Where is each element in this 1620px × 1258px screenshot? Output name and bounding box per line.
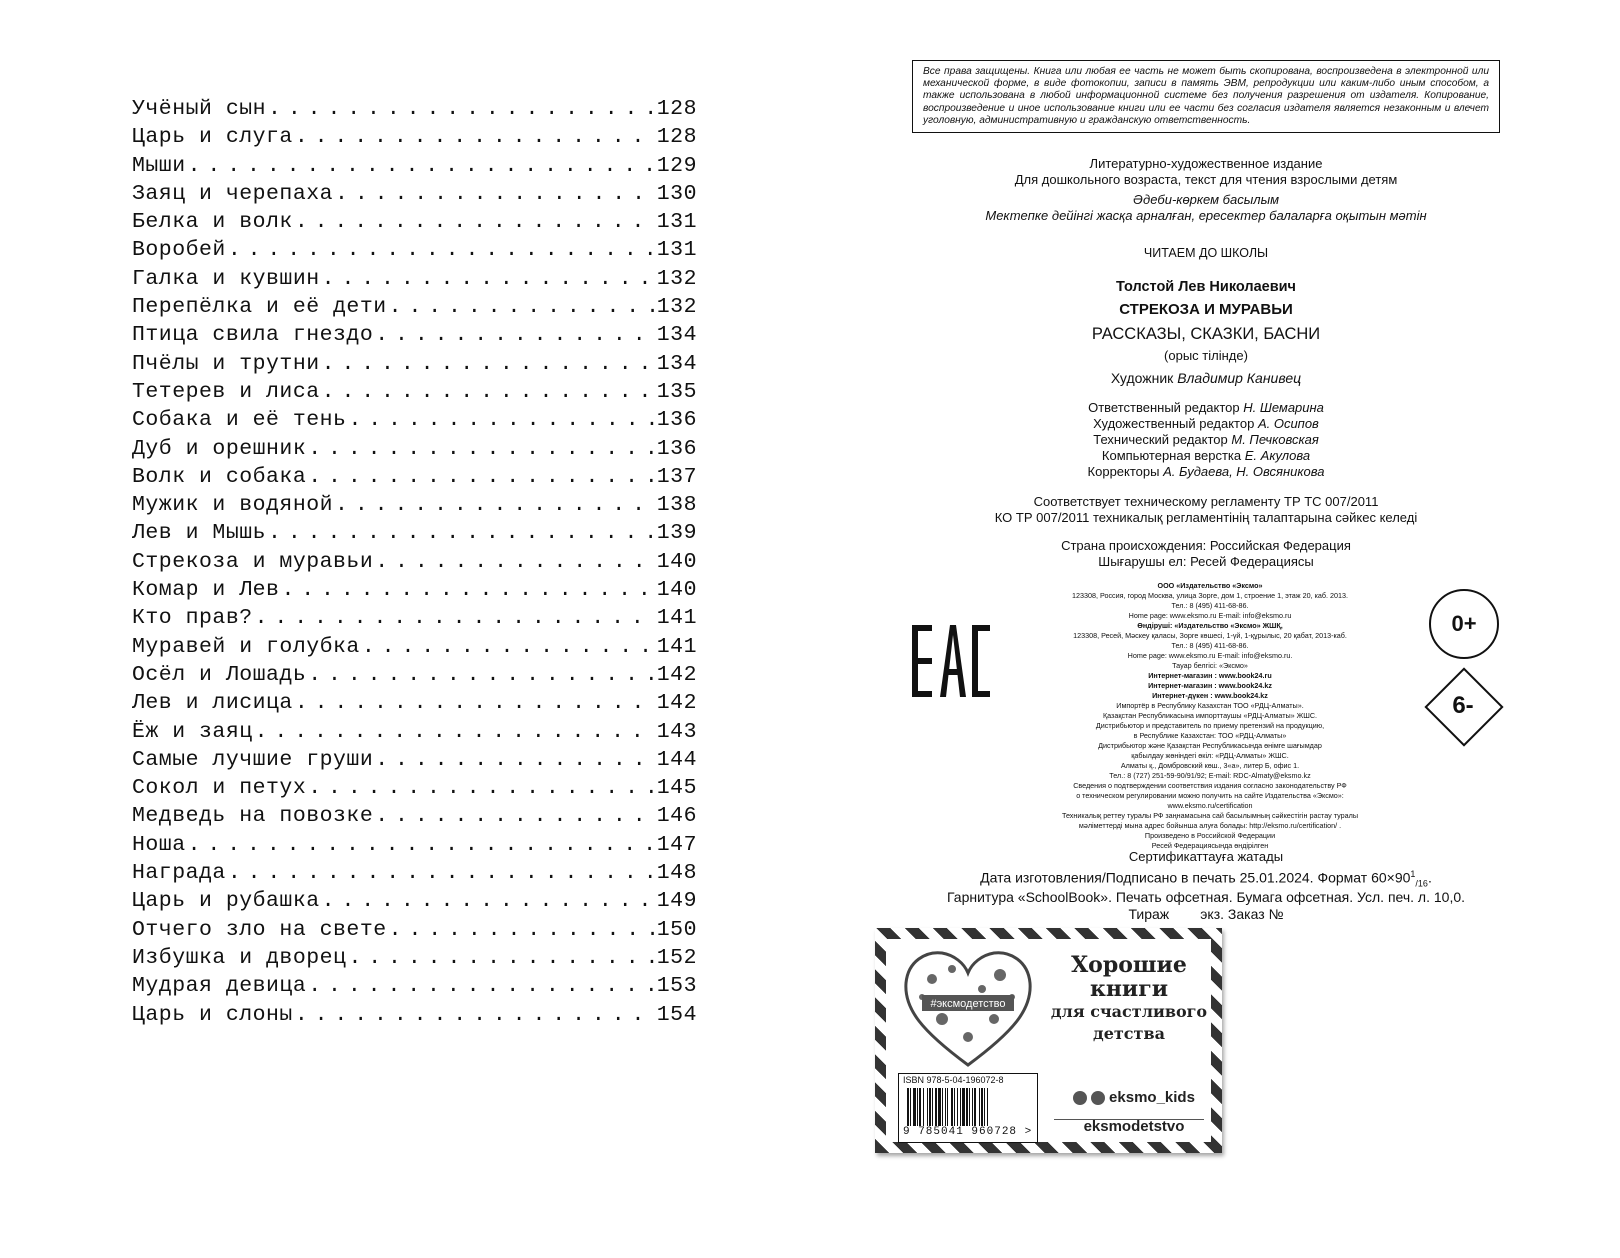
imprint-line: қабылдау жөніндегі өкіл: «РДЦ-Алматы» ЖШС. — [1131, 751, 1289, 760]
toc-leader — [375, 804, 655, 828]
toc-leader — [375, 550, 655, 574]
toc-page-number: 141 — [656, 606, 697, 631]
book-subtitle: РАССКАЗЫ, СКАЗКИ, БАСНИ — [1091, 325, 1321, 344]
imprint-line: в Республике Казахстан: ТОО «РДЦ-Алматы» — [1133, 731, 1287, 740]
telegram-icon — [1091, 1091, 1105, 1105]
toc-page-number: 139 — [656, 521, 697, 546]
toc-title: Птица свила гнездо — [132, 323, 374, 348]
barcode-bar — [919, 1088, 921, 1126]
toc-page-number: 140 — [656, 549, 697, 574]
country-of-origin: Страна происхождения: Российская Федерация Шығарушы ел: Ресей Федерациясы — [1061, 538, 1351, 570]
toc-entry — [132, 521, 697, 549]
toc-page-number: 140 — [656, 578, 697, 603]
credit-line: Компьютерная верстка Е. Акулова — [1101, 448, 1311, 464]
artist: Художник Владимир Канивец — [1110, 370, 1302, 387]
barcode-bar — [947, 1088, 948, 1126]
toc-entry — [132, 889, 697, 917]
toc-leader — [389, 295, 655, 319]
toc-page-number: 132 — [656, 295, 697, 320]
isbn-box — [898, 1073, 1038, 1143]
imprint-line: ООО «Издательство «Эксмо» — [1157, 581, 1263, 590]
toc-title: Осёл и Лошадь — [132, 662, 307, 687]
toc-page-number: 128 — [656, 125, 697, 150]
toc-leader — [322, 380, 655, 404]
imprint-page — [912, 60, 1500, 570]
toc-title: Комар и Лев — [132, 578, 280, 603]
barcode-bar — [962, 1088, 965, 1126]
imprint-line: Техникалық реттеу туралы РФ заңнамасына сай басылымның сәйкестігін растау туралы — [1061, 811, 1359, 820]
imprint-line: о техническом регулировании можно получить на сайте Издательства «Эксмо»: — [1076, 791, 1344, 800]
toc-page-number: 144 — [656, 747, 697, 772]
publisher-imprint — [1030, 581, 1390, 851]
toc-title: Царь и слоны — [132, 1002, 293, 1027]
toc-leader — [295, 1003, 655, 1027]
language-note: (орыс тілінде) — [1164, 348, 1248, 364]
barcode-bar — [932, 1088, 933, 1126]
barcode-bar — [938, 1088, 941, 1126]
imprint-line: 123308, Россия, город Москва, улица Зорге, дом 1, строение 1, этаж 20, каб. 2013. — [1072, 591, 1348, 600]
site-handle[interactable]: eksmodetstvo — [1083, 1118, 1185, 1135]
imprint-line: 123308, Ресей, Мәскеу қаласы, Зорге көшесі, 1-үй, 1-құрылыс, 20 қабат, 2013-каб. — [1073, 631, 1347, 640]
toc-leader — [281, 578, 654, 602]
barcode-bar — [910, 1088, 911, 1126]
toc-entry — [132, 210, 697, 238]
imprint-line: Дистрибьютор и представитель по приему претензий на продукцию, — [1095, 721, 1325, 730]
toc-title: Сокол и петух — [132, 776, 307, 801]
toc-page-number: 132 — [656, 266, 697, 291]
toc-entry — [132, 833, 697, 861]
toc-title: Стрекоза и муравьи — [132, 549, 374, 574]
barcode-bar — [974, 1088, 976, 1126]
toc-leader — [308, 437, 655, 461]
toc-title: Пчёлы и трутни — [132, 351, 320, 376]
toc-entry — [132, 154, 697, 182]
toc-leader — [308, 663, 655, 687]
toc-entry — [132, 125, 697, 153]
toc-leader — [308, 974, 655, 998]
imprint-line: Импортёр в Республику Казахстан ТОО «РДЦ-Алматы». — [1116, 701, 1304, 710]
toc-page-number: 138 — [656, 493, 697, 518]
print-details — [912, 849, 1500, 922]
imprint-line: мәліметтерді мына адрес бойынша алуға болады: http://eksmo.ru/certification/ . — [1078, 821, 1342, 830]
toc-entry — [132, 97, 697, 125]
toc-title: Волк и собака — [132, 464, 307, 489]
toc-page-number: 128 — [656, 97, 697, 121]
toc-entry — [132, 380, 697, 408]
eac-mark-icon — [912, 625, 990, 697]
toc-entry — [132, 295, 697, 323]
toc-leader — [322, 267, 655, 291]
toc-entry — [132, 1003, 697, 1031]
regulation: Соответствует техническому регламенту ТР ТС 007/2011 КО ТР 007/2011 техникалық регламентінің талаптарына сәйкес келеді — [994, 494, 1418, 526]
certification-note: Сертификаттауға жатады — [1128, 849, 1284, 864]
imprint-line: Тауар белгісі: «Эксмо» — [1172, 661, 1248, 670]
imprint-line: Произведено в Российской Федерации — [1144, 831, 1276, 840]
toc-leader — [268, 521, 655, 545]
toc-page-number: 143 — [656, 719, 697, 744]
vk-icon — [1073, 1091, 1087, 1105]
print-run: Тираж экз. Заказ № — [1128, 906, 1284, 923]
toc-title: Белка и волк — [132, 210, 293, 235]
imprint-line: Интернет-дүкен : www.book24.kz — [1152, 691, 1268, 700]
toc-leader — [228, 861, 655, 885]
credit-line: Ответственный редактор Н. Шемарина — [1088, 400, 1324, 416]
toc-title: Царь и слуга — [132, 125, 293, 150]
toc-page-number: 137 — [656, 464, 697, 489]
toc-leader — [322, 352, 655, 376]
toc-page-number: 150 — [656, 917, 697, 942]
toc-leader — [375, 323, 655, 347]
barcode-bar — [927, 1088, 928, 1126]
toc-leader — [322, 889, 655, 913]
toc-leader — [362, 635, 655, 659]
imprint-line: Алматы қ., Домбровский көш., 3«а», литер Б, офис 1. — [1120, 761, 1300, 770]
toc-leader — [268, 97, 655, 121]
toc-page-number: 134 — [656, 323, 697, 348]
credits — [912, 400, 1500, 480]
imprint-line: Интернет-магазин : www.book24.kz — [1148, 681, 1272, 690]
toc-leader — [255, 720, 655, 744]
toc-page-number: 130 — [656, 181, 697, 206]
toc-title: Мыши — [132, 153, 186, 178]
toc-entry — [132, 606, 697, 634]
barcode-bar — [951, 1088, 953, 1126]
barcode-bar — [929, 1088, 931, 1126]
toc-title: Отчего зло на свете — [132, 917, 387, 942]
toc-entry — [132, 918, 697, 946]
imprint-line: Тел.: 8 (495) 411-68-86. — [1171, 601, 1249, 610]
credit-line: Корректоры А. Будаева, Н. Овсяникова — [1087, 464, 1325, 480]
toc-title: Кто прав? — [132, 606, 253, 631]
toc-entry — [132, 465, 697, 493]
toc-leader — [335, 182, 655, 206]
toc-page-number: 152 — [656, 945, 697, 970]
toc-page-number: 146 — [656, 804, 697, 829]
toc-entry — [132, 182, 697, 210]
toc-entry — [132, 946, 697, 974]
toc-entry — [132, 691, 697, 719]
barcode-bar — [935, 1088, 937, 1126]
divider — [1054, 1119, 1204, 1120]
barcode-bar — [957, 1088, 958, 1126]
toc-entry — [132, 437, 697, 465]
barcode-bar — [979, 1088, 980, 1126]
toc-page-number: 141 — [656, 634, 697, 659]
toc-page-number: 129 — [656, 153, 697, 178]
edition-info: Литературно-художественное издание Для дошкольного возраста, текст для чтения взрослыми детям Әдеби-көркем басылым Мектепке дейінгі жасқа арналған, ересектер балаларға оқытын мәтін — [985, 156, 1427, 224]
toc-page-number: 153 — [656, 974, 697, 999]
toc-leader — [375, 748, 655, 772]
toc-title: Галка и кувшин — [132, 266, 320, 291]
toc-entry — [132, 550, 697, 578]
age-rating-6: 6- — [1452, 692, 1474, 719]
barcode-bar — [972, 1088, 973, 1126]
barcode-bar — [913, 1088, 916, 1126]
toc-leader — [348, 408, 654, 432]
imprint-line: Интернет-магазин : www.book24.ru — [1148, 671, 1272, 680]
heart-icon — [902, 949, 1034, 1069]
toc-title: Царь и рубашка — [132, 889, 320, 914]
toc-page-number: 135 — [656, 379, 697, 404]
barcode-bar — [960, 1088, 961, 1126]
age-rating-0: 0+ — [1429, 589, 1499, 659]
toc-title: Собака и её тень — [132, 408, 347, 433]
toc-entry — [132, 974, 697, 1002]
imprint-line: Ресей Федерациясында өндірілген — [1151, 841, 1269, 850]
toc-entry — [132, 804, 697, 832]
imprint-line: Home page: www.eksmo.ru E-mail: info@eksmo.ru — [1128, 611, 1292, 620]
toc-entry — [132, 267, 697, 295]
toc-page-number: 148 — [656, 861, 697, 886]
toc-title: Ноша — [132, 832, 186, 857]
toc-title: Медведь на повозке — [132, 804, 374, 829]
toc-page-number: 147 — [656, 832, 697, 857]
toc-title: Перепёлка и её дети — [132, 295, 387, 320]
imprint-line: Дистрибьютор және Қазақстан Республикасында өнімге шағымдар — [1098, 741, 1322, 750]
toc-leader — [188, 833, 655, 857]
author: Толстой Лев Николаевич — [1116, 279, 1296, 296]
copyright-notice: Все права защищены. Книга или любая ее часть не может быть скопирована, воспроизведена в электронной или механической форме, в виде фотокопии, записи в память ЭВМ, репродукции или каким-либо иным способом, а также использована в любой информационной системе без получения разрешения от издателя. Копирование, воспроизведение и иное использование книги или ее части без согласия издателя является незаконным и влечет уголовную, административную и гражданскую ответственность. — [912, 60, 1500, 133]
toc-page-number: 131 — [656, 238, 697, 263]
credit-line: Технический редактор М. Печковская — [1093, 432, 1319, 448]
imprint-line: Қазақстан Республикасына импорттаушы «РДЦ-Алматы» ЖШС. — [1102, 711, 1318, 720]
toc-leader — [308, 465, 655, 489]
toc-title: Лев и лисица — [132, 691, 293, 716]
toc-page-number: 136 — [656, 408, 697, 433]
print-date: Дата изготовления/Подписано в печать 25.01.2024. Формат $60\times 90^1_{/16}$. — [980, 869, 1432, 889]
toc-leader — [308, 776, 655, 800]
isbn: ISBN 978-5-04-196072-8 — [903, 1075, 1004, 1085]
toc-leader — [188, 154, 655, 178]
toc-page-number: 145 — [656, 776, 697, 801]
toc-leader — [295, 210, 655, 234]
toc-page-number: 149 — [656, 889, 697, 914]
toc-leader — [295, 125, 655, 149]
barcode-bar — [942, 1088, 943, 1126]
toc-entry — [132, 776, 697, 804]
social-links — [1054, 1089, 1214, 1147]
toc-title: Самые лучшие груши — [132, 747, 374, 772]
isbn-digits: 9 785041 960728 > — [903, 1126, 1033, 1138]
toc-page-number: 154 — [656, 1002, 697, 1027]
table-of-contents — [132, 97, 697, 1031]
imprint-line: Сведения о подтверждении соответствия издания согласно законодательству РФ — [1073, 781, 1347, 790]
imprint-line: Тел.: 8 (495) 411-68-86. — [1171, 641, 1249, 650]
toc-leader — [255, 606, 655, 630]
toc-entry — [132, 578, 697, 606]
toc-title: Учёный сын — [132, 97, 267, 121]
toc-leader — [389, 918, 655, 942]
toc-title: Избушка и дворец — [132, 945, 347, 970]
toc-title: Мужик и водяной — [132, 493, 334, 518]
toc-entry — [132, 238, 697, 266]
toc-entry — [132, 323, 697, 351]
imprint-line: Home page: www.eksmo.ru E-mail: info@eksmo.ru. — [1127, 651, 1293, 660]
barcode-bar — [907, 1088, 909, 1126]
barcode-bar — [966, 1088, 968, 1126]
barcode-bar — [945, 1088, 946, 1126]
toc-page-number: 131 — [656, 210, 697, 235]
credit-line: Художественный редактор А. Осипов — [1093, 416, 1319, 432]
barcode-bar — [984, 1088, 985, 1126]
barcode-icon — [905, 1088, 1031, 1126]
toc-page-number: 136 — [656, 436, 697, 461]
series-name: ЧИТАЕМ ДО ШКОЛЫ — [1143, 246, 1269, 261]
toc-title: Тетерев и лиса — [132, 379, 320, 404]
toc-entry — [132, 408, 697, 436]
toc-entry — [132, 352, 697, 380]
publisher-stamp — [875, 928, 1222, 1153]
toc-title: Муравей и голубка — [132, 634, 360, 659]
barcode-bar — [969, 1088, 970, 1126]
imprint-line: www.eksmo.ru/certification — [1167, 801, 1253, 810]
toc-page-number: 142 — [656, 662, 697, 687]
toc-entry — [132, 663, 697, 691]
typeface-info: Гарнитура «SchoolBook». Печать офсетная. Бумага офсетная. Усл. печ. л. 10,0. — [946, 889, 1466, 906]
toc-entry — [132, 720, 697, 748]
barcode-bar — [917, 1088, 918, 1126]
book-title: СТРЕКОЗА И МУРАВЬИ — [1119, 301, 1293, 319]
toc-entry — [132, 748, 697, 776]
barcode-bar — [923, 1088, 924, 1126]
toc-title: Мудрая девица — [132, 974, 307, 999]
social-handle[interactable]: eksmo_kids — [1109, 1089, 1195, 1106]
barcode-bar — [954, 1088, 955, 1126]
imprint-line: Өндіруші: «Издательство «Эксмо» ЖШҚ, — [1137, 621, 1283, 630]
hashtag-label: #эксмодетство — [930, 998, 1006, 1010]
toc-entry — [132, 493, 697, 521]
toc-title: Дуб и орешник — [132, 436, 307, 461]
toc-title: Заяц и черепаха — [132, 181, 334, 206]
toc-entry — [132, 635, 697, 663]
toc-page-number: 142 — [656, 691, 697, 716]
slogan: Хорошие книги для счастливого детства — [1050, 952, 1208, 1043]
toc-leader — [348, 946, 654, 970]
toc-leader — [228, 238, 655, 262]
toc-title: Лев и Мышь — [132, 521, 267, 546]
toc-title: Воробей — [132, 238, 226, 263]
toc-title: Награда — [132, 861, 226, 886]
toc-page-number: 134 — [656, 351, 697, 376]
toc-leader — [335, 493, 655, 517]
barcode-bar — [981, 1088, 983, 1126]
barcode-bar — [987, 1088, 988, 1126]
toc-entry — [132, 861, 697, 889]
toc-title: Ёж и заяц — [132, 719, 253, 744]
toc-leader — [295, 691, 655, 715]
imprint-line: Тел.: 8 (727) 251-59-90/91/92; E-mail: RDC-Almaty@eksmo.kz — [1109, 771, 1311, 780]
